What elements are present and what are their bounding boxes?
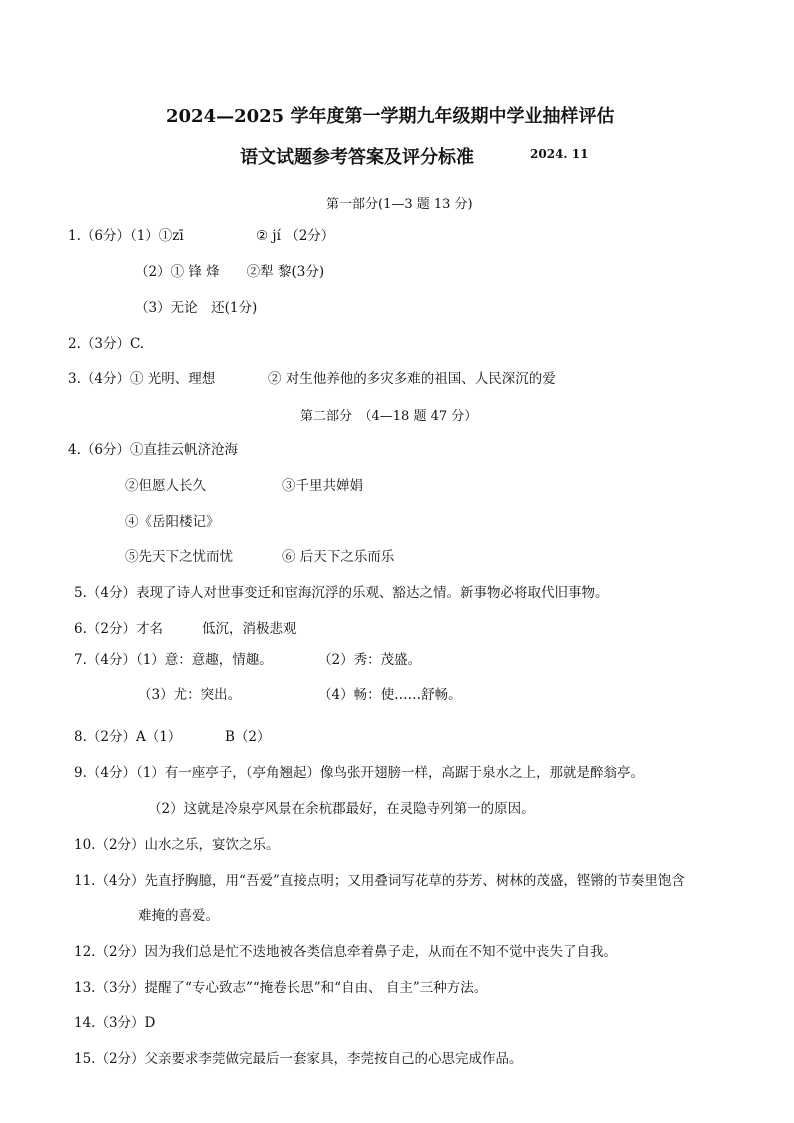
q7-line1-a: 7.（4分）（1）意：意趣，情趣。 [74,652,273,668]
q3-line1-a: 3.（4分）① 光明、理想 [68,371,216,387]
q4-line4-b: ⑥ 后天下之乐而乐 [282,549,395,565]
q8-line1-a: 8.（2分）A（1） [74,729,182,745]
q7-line1-b: （2）秀：茂盛。 [318,652,422,668]
q3-line1-b: ② 对生他养他的多灾多难的祖国、人民深沉的爱 [268,371,556,387]
q1-line2: （2）① 锋 烽 ②犁 黎(3分) [135,264,325,280]
document-subtitle: 语文试题参考答案及评分标准 [240,147,474,168]
q15-line1: 15.（2分）父亲要求李莞做完最后一套家具，李莞按自己的心思完成作品。 [74,1051,523,1067]
q9-line1: 9.（4分）（1）有一座亭子，（亭角翘起）像鸟张开翅膀一样，高踞于泉水之上，那就是醉翁亭。 [74,765,645,781]
document-title: 2024—2025 学年度第一学期九年级期中学业抽样评估 [166,106,615,127]
q4-line3: ④《岳阳楼记》 [125,514,220,530]
q7-line2-a: （3）尤：突出。 [138,687,242,703]
document-date: 2024. 11 [530,147,589,161]
q4-line2-a: ②但愿人长久 [125,478,206,494]
q10-line1: 10.（2分）山水之乐，宴饮之乐。 [74,837,280,853]
q14-line1: 14.（3分）D [74,1015,156,1031]
q7-line2-b: （4）畅：使……舒畅。 [318,687,462,703]
q5-line1: 5.（4分）表现了诗人对世事变迁和宦海沉浮的乐观、豁达之情。新事物必将取代旧事物。 [74,585,609,601]
q11-line2: 难掩的喜爱。 [138,908,219,924]
q1-line1-b: ② jí （2分） [256,228,335,244]
part1-heading: 第一部分(1—3 题 13 分) [326,197,473,212]
q1-line1-a: 1.（6分）（1）①zī [68,228,184,244]
q4-line1: 4.（6分）①直挂云帆济沧海 [68,442,238,458]
q8-line1-b: B（2） [225,729,271,745]
q2-line1: 2.（3分）C. [68,336,145,352]
q12-line1: 12.（2分）因为我们总是忙不迭地被各类信息牵着鼻子走，从而在不知不觉中丧失了自我。 [74,944,618,960]
q4-line2-b: ③千里共婵娟 [282,478,363,494]
q6-line1-a: 6.（2分）才名 [74,621,163,637]
q11-line1: 11.（4分）先直抒胸臆，用“吾爱”直接点明；又用叠词写花草的芬芳、树林的茂盛，铿锵的节奏里饱含 [74,873,685,889]
q1-line3: （3）无论 还(1分) [135,300,258,316]
q6-line1-b: 低沉，消极悲观 [202,621,297,637]
part2-heading: 第二部分 （4—18 题 47 分） [300,409,478,424]
q13-line1: 13.（3分）提醒了“专心致志”“掩卷长思”和“自由、 自主”三种方法。 [74,980,488,996]
q9-line2: （2）这就是冷泉亭风景在余杭郡最好，在灵隐寺列第一的原因。 [148,801,535,817]
q4-line4-a: ⑤先天下之忧而忧 [125,549,233,565]
